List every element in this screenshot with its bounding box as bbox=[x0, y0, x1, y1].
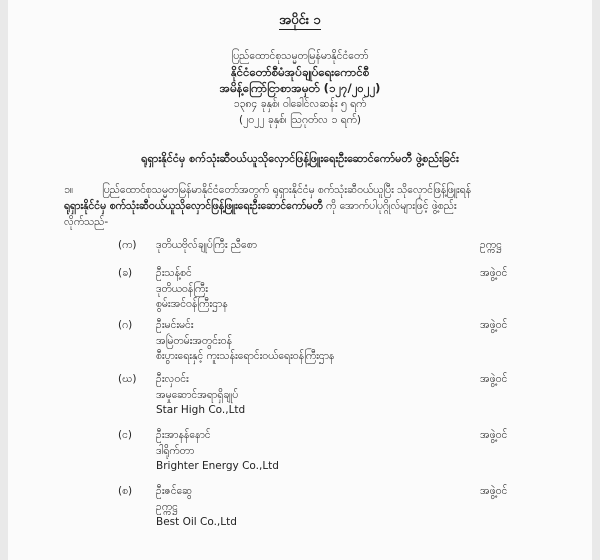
member-index: (ခ) bbox=[118, 267, 133, 279]
member-organization: Best Oil Co.,Ltd bbox=[156, 516, 237, 528]
paragraph-line-2 bbox=[64, 198, 457, 214]
header-order-number: အမိန့်ကြော်ငြာစာအမှတ် (၁၂၇/၂၀၂၂) bbox=[219, 81, 381, 95]
member-organization: Brighter Energy Co.,Ltd bbox=[156, 460, 279, 472]
committee-name: ရုရှားနိုင်ငံမှ စက်သုံးဆီဝယ်ယူသိုလှောင်ဖြန့်ဖြူးရေးဦးဆောင်ကော်မတီ bbox=[64, 200, 323, 212]
member-name: ဒုတိယဗိုလ်ချုပ်ကြီး ညီစော bbox=[156, 239, 257, 251]
member-index: (စ) bbox=[118, 485, 133, 497]
member-title: ဥက္ကဋ္ဌ bbox=[156, 501, 178, 513]
member-index: (င) bbox=[118, 429, 133, 441]
document-header bbox=[8, 48, 592, 128]
member-name: ဦးဇင်ဆွေ bbox=[156, 485, 193, 497]
member-index: (ဂ) bbox=[118, 319, 133, 331]
member-role: အဖွဲ့ဝင် bbox=[480, 373, 508, 385]
member-organization: Star High Co.,Ltd bbox=[156, 404, 246, 416]
member-role: အဖွဲ့ဝင် bbox=[480, 267, 508, 279]
member-role: အဖွဲ့ဝင် bbox=[480, 429, 508, 441]
member-name: ဦးလှဝင်း bbox=[156, 373, 189, 385]
member-title: အမြဲတမ်းအတွင်းဝန် bbox=[156, 335, 232, 347]
member-role: အဖွဲ့ဝင် bbox=[480, 319, 508, 331]
member-role: ဥက္ကဋ္ဌ bbox=[480, 239, 502, 251]
member-role: အဖွဲ့ဝင် bbox=[480, 485, 508, 497]
part-title-text: အပိုင်း ၁ bbox=[279, 13, 321, 28]
member-title: ဒါရိုက်တာ bbox=[156, 445, 195, 457]
paragraph-line-2-rest: ကို အောက်ပါပုဂ္ဂိုလ်များဖြင့် ဖွဲ့စည်း bbox=[322, 200, 457, 212]
document-page bbox=[8, 0, 592, 560]
header-country: ပြည်ထောင်စုသမ္မတမြန်မာနိုင်ငံတော် bbox=[231, 50, 369, 62]
member-name: ဦးအာနန်နောင် bbox=[156, 429, 211, 441]
member-name: ဦးမင်းမင်း bbox=[156, 319, 194, 331]
member-name: ဦးသန့်စင် bbox=[156, 267, 192, 279]
member-title: ဒုတိယဝန်ကြီး bbox=[156, 283, 208, 295]
document-subject: ရုရှားနိုင်ငံမှ စက်သုံးဆီဝယ်ယူသိုလှောင်ဖြန့်ဖြူးရေးဦးဆောင်ကော်မတီ ဖွဲ့စည်းခြင်း bbox=[141, 152, 459, 165]
member-title: အမှုဆောင်အရာရှိချုပ် bbox=[156, 389, 239, 401]
member-index: (က) bbox=[118, 239, 137, 251]
paragraph-number: ၁။ bbox=[64, 184, 74, 196]
header-gregorian-date: (၂၀၂၂ ခုနှစ်၊ ဩဂုတ်လ ၁ ရက်) bbox=[238, 114, 361, 126]
member-organization: စွမ်းအင်ဝန်ကြီးဌာန bbox=[156, 298, 228, 310]
header-council: နိုင်ငံတော်စီမံအုပ်ချုပ်ရေးကောင်စီ bbox=[230, 65, 370, 79]
paragraph-line-1: ပြည်ထောင်စုသမ္မတမြန်မာနိုင်ငံတော်အတွက် ရုရှားနိုင်ငံမှ စက်သုံးဆီဝယ်ယူပြီး သိုလှောင်ဖြန့်ဖြူးရန် bbox=[102, 184, 472, 196]
header-myanmar-date: ၁၃၈၄ ခုနှစ်၊ ဝါခေါင်လဆန်း ၅ ရက် bbox=[233, 98, 367, 110]
member-organization: စီးပွားရေးနှင့် ကူးသန်းရောင်းဝယ်ရေးဝန်ကြီးဌာန bbox=[156, 350, 335, 362]
part-title bbox=[8, 12, 592, 31]
paragraph-line-3: လိုက်သည်- bbox=[64, 216, 109, 228]
member-index: (ဃ) bbox=[118, 373, 137, 385]
